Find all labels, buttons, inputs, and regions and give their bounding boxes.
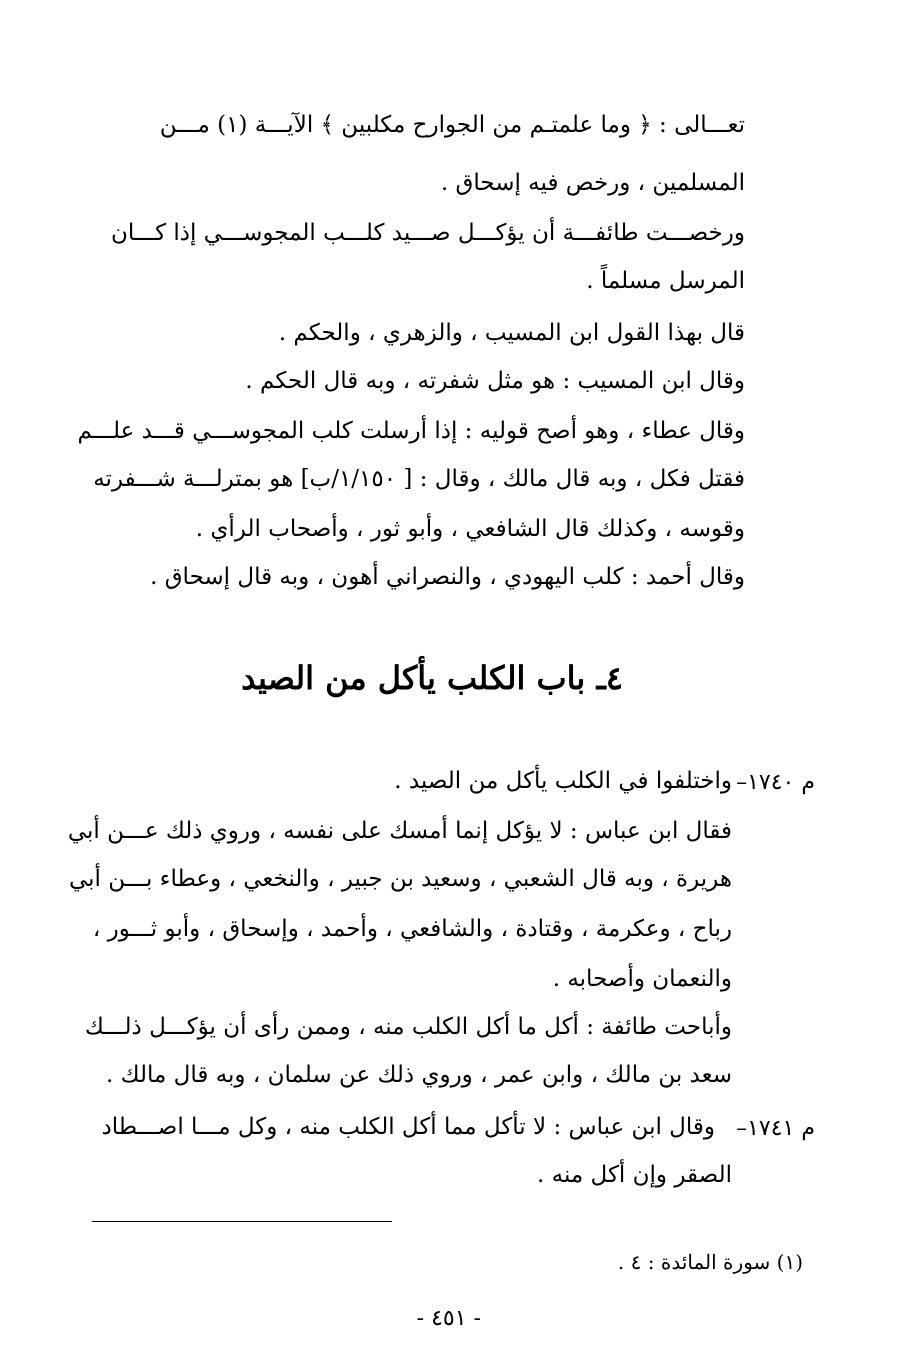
body-line-10: وقال أحمد : كلب اليهودي ، والنصراني أهون ، وبه قال إسحاق . bbox=[150, 564, 745, 590]
entry-1740-line-6: وأباحت طائفة : أكل ما أكل الكلب منه ، وممن رأى أن يؤكـــل ذلـــك bbox=[84, 1014, 732, 1040]
footnote-separator bbox=[92, 1221, 392, 1222]
entry-1740-line-7: سعد بن مالك ، وابن عمر ، وروي ذلك عن سلمان ، وبه قال مالك . bbox=[106, 1062, 732, 1088]
body-line-6: وقال ابن المسيب : هو مثل شفرته ، وبه قال الحكم . bbox=[245, 368, 745, 394]
page-number: - ٤٥١ - bbox=[416, 1306, 481, 1331]
entry-marker-1741: م ١٧٤١– bbox=[736, 1116, 815, 1141]
footnote: (١) سورة المائدة : ٤ . bbox=[617, 1250, 803, 1274]
entry-1741-line-2: الصقر وإن أكل منه . bbox=[537, 1162, 732, 1188]
body-line-1: تعـــالى : ﴿ وما علمتـم من الجوارح مكلبين ﴾ الآيـــة (١) مـــن bbox=[159, 112, 745, 138]
entry-1740-line-3: هريرة ، وبه قال الشعبي ، وسعيد بن جبير ، والنخعي ، وعطاء بـــن أبي bbox=[68, 866, 732, 892]
entry-marker-1740: م ١٧٤٠– bbox=[736, 770, 815, 795]
body-line-9: وقوسه ، وكذلك قال الشافعي ، وأبو ثور ، وأصحاب الرأي . bbox=[195, 516, 745, 542]
entry-1740-line-1: واختلفوا في الكلب يأكل من الصيد . bbox=[394, 768, 732, 794]
body-line-8: فقتل فكل ، وبه قال مالك ، وقال : [ ١/١٥٠/ب] هو بمترلـــة شـــفرته bbox=[93, 466, 745, 492]
body-line-7: وقال عطاء ، وهو أصح قوليه : إذا أرسلت كلب المجوســـي قـــد علـــم bbox=[77, 418, 745, 444]
entry-1740-line-2: فقال ابن عباس : لا يؤكل إنما أمسك على نفسه ، وروي ذلك عـــن أبي bbox=[67, 818, 732, 844]
section-heading: ٤ـ باب الكلب يأكل من الصيد bbox=[241, 659, 623, 697]
entry-1740-line-4: رباح ، وعكرمة ، وقتادة ، والشافعي ، وأحمد ، وإسحاق ، وأبو ثـــور ، bbox=[92, 916, 732, 942]
entry-1741-line-1: وقال ابن عباس : لا تأكل مما أكل الكلب منه ، وكل مـــا اصـــطاد bbox=[101, 1114, 715, 1140]
body-line-4: المرسل مسلماً . bbox=[586, 268, 745, 294]
body-line-5: قال بهذا القول ابن المسيب ، والزهري ، والحكم . bbox=[278, 320, 745, 346]
entry-1740-line-5: والنعمان وأصحابه . bbox=[552, 966, 732, 992]
body-line-2: المسلمين ، ورخص فيه إسحاق . bbox=[440, 170, 745, 196]
body-line-3: ورخصـــت طائفـــة أن يؤكـــل صـــيد كلـــب المجوســـي إذا كـــان bbox=[111, 220, 745, 246]
